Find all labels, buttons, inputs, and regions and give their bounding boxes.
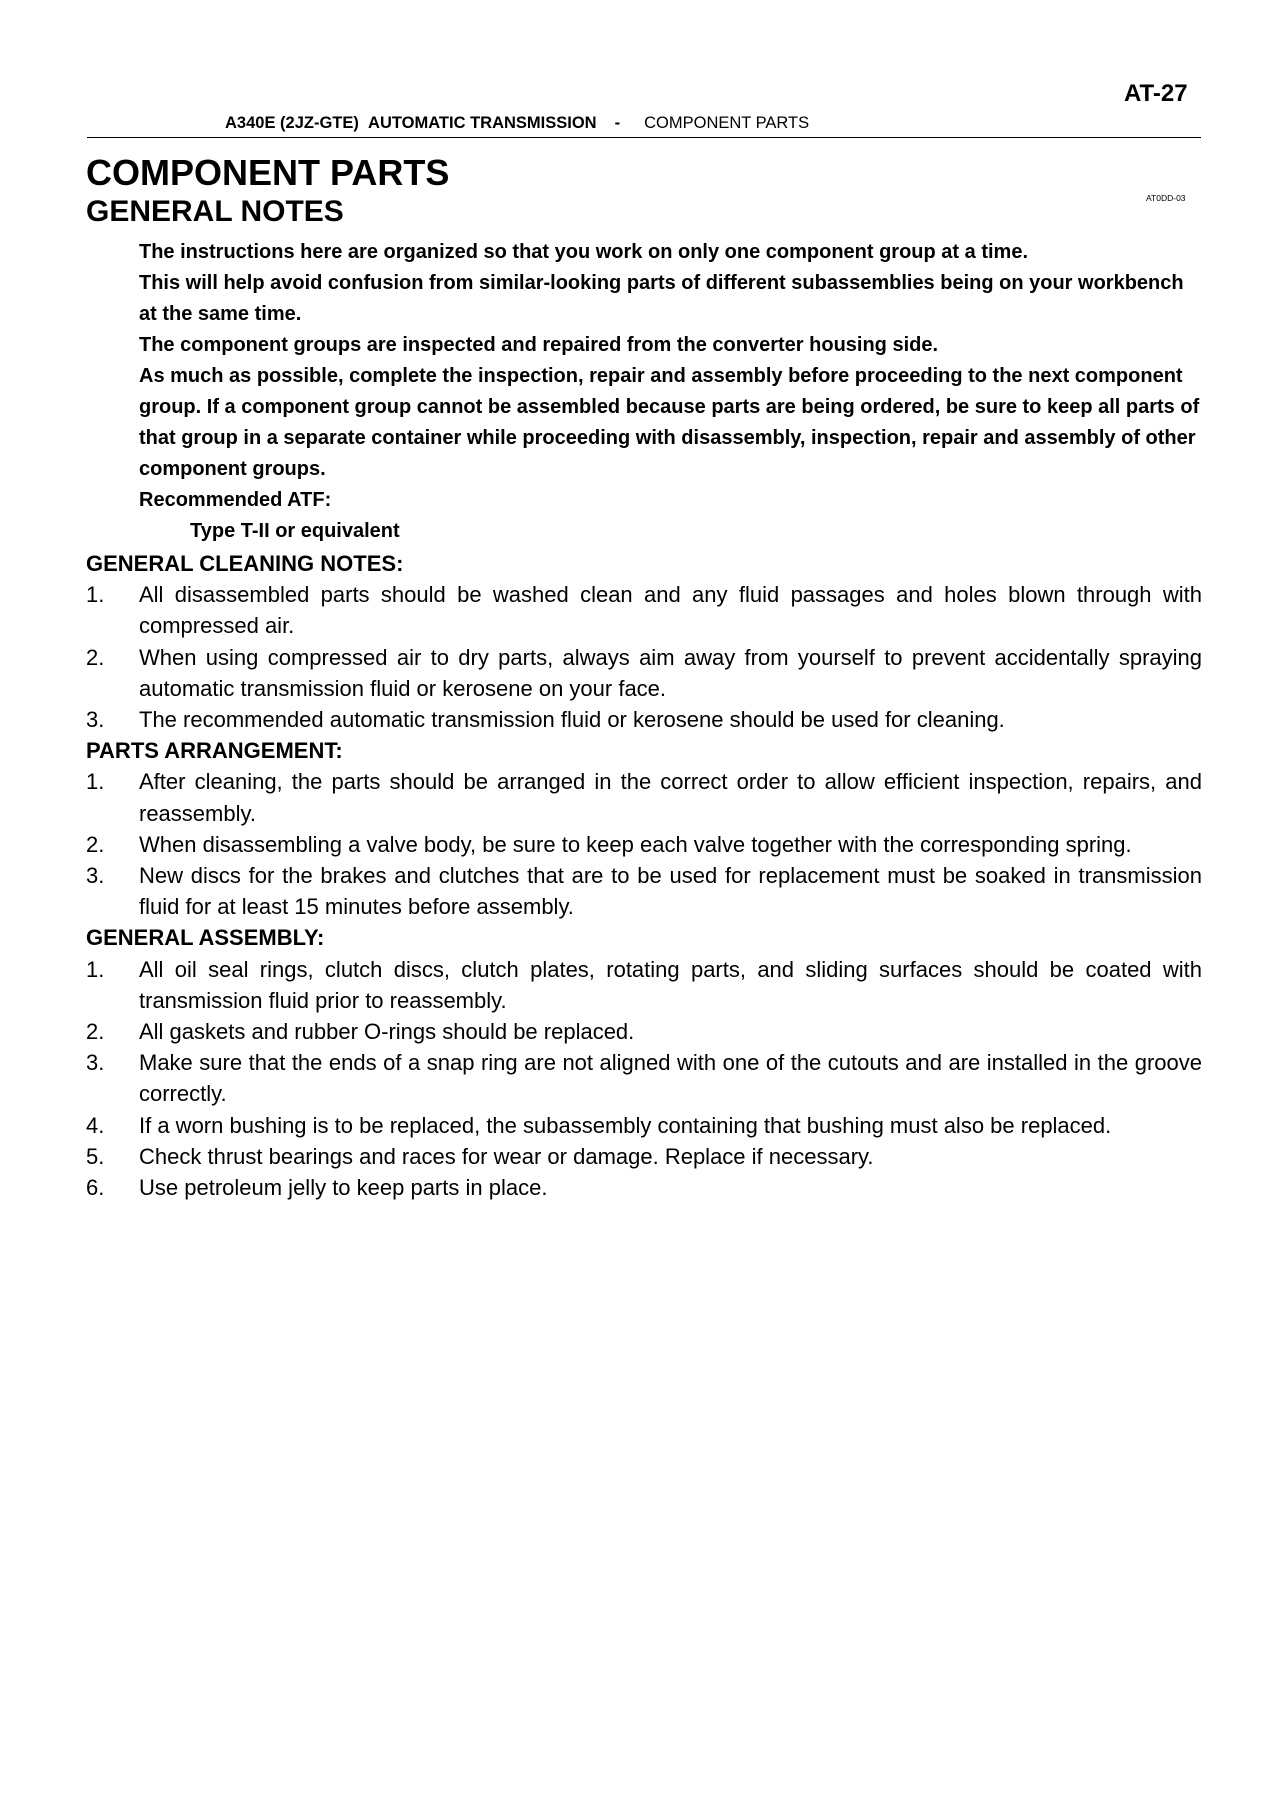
general-note: The instructions here are organized so that you work on only one component group at a time.: [139, 241, 1028, 263]
list-item: [86, 1141, 1202, 1172]
item-text: After cleaning, the parts should be arranged in the correct order to allow efficient inspection, repairs, and reassembly.: [139, 769, 1202, 826]
item-number: 1.: [86, 582, 105, 608]
section-parts-arrangement: [86, 735, 1202, 922]
list-item: [86, 1016, 1202, 1047]
header-model: A340E (2JZ-GTE): [225, 114, 359, 132]
list-item: [86, 766, 1202, 828]
item-text: Make sure that the ends of a snap ring are not aligned with one of the cutouts and are installed in the groove correctly.: [139, 1050, 1202, 1107]
item-number: 3.: [86, 1050, 105, 1076]
list-item: [86, 1110, 1202, 1141]
recommended-atf-value: Type T-II or equivalent: [190, 520, 400, 542]
item-number: 1.: [86, 769, 105, 795]
running-header: [225, 114, 809, 133]
list-item: [86, 704, 1202, 735]
section-heading: GENERAL CLEANING NOTES:: [86, 551, 404, 576]
section-heading: GENERAL ASSEMBLY:: [86, 925, 325, 951]
list-item: [86, 860, 1202, 922]
document-code: AT0DD-03: [1146, 193, 1186, 203]
item-number: 3.: [86, 707, 105, 733]
general-note: As much as possible, complete the inspection, repair and assembly before proceeding to the next component group. If a component group cannot be assembled because parts are being ordered, be sure to keep all parts of that group in a separate container while proceeding with disassembly, inspection, repair and assembly of other component groups.: [139, 365, 1200, 480]
item-text: When using compressed air to dry parts, always aim away from yourself to prevent accidentally spraying automatic transmission fluid or kerosene on your face.: [139, 644, 1202, 701]
item-text: Use petroleum jelly to keep parts in place.: [139, 1175, 548, 1201]
item-number: 2.: [86, 1019, 105, 1045]
item-number: 1.: [86, 956, 105, 982]
list-item: [86, 829, 1202, 860]
page-number: AT-27: [1124, 80, 1188, 107]
item-text: All disassembled parts should be washed clean and any fluid passages and holes blown through with compressed air.: [139, 582, 1202, 639]
header-system: AUTOMATIC TRANSMISSION: [368, 114, 597, 132]
header-rule: [87, 137, 1201, 138]
list-item: [86, 1172, 1202, 1203]
section-heading: PARTS ARRANGEMENT:: [86, 738, 343, 764]
item-text: All oil seal rings, clutch discs, clutch plates, rotating parts, and sliding surfaces should be coated with transmission fluid prior to reassembly.: [139, 956, 1202, 1013]
list-item: [86, 579, 1202, 641]
page-title: COMPONENT PARTS: [86, 152, 450, 193]
item-text: The recommended automatic transmission fluid or kerosene should be used for cleaning.: [139, 707, 1005, 733]
item-text: All gaskets and rubber O-rings should be replaced.: [139, 1019, 635, 1045]
header-section: COMPONENT PARTS: [644, 114, 810, 132]
item-number: 2.: [86, 831, 105, 857]
item-text: New discs for the brakes and clutches that are to be used for replacement must be soaked in transmission fluid for at least 15 minutes before assembly.: [139, 863, 1202, 920]
item-number: 6.: [86, 1175, 105, 1201]
header-separator: -: [614, 114, 621, 132]
section-general-assembly: [86, 922, 1202, 1203]
general-note: The component groups are inspected and repaired from the converter housing side.: [139, 334, 939, 356]
item-number: 4.: [86, 1112, 105, 1138]
section-cleaning-notes: [86, 548, 1202, 735]
item-text: Check thrust bearings and races for wear or damage. Replace if necessary.: [139, 1143, 874, 1169]
list-item: [86, 642, 1202, 704]
page-subtitle: GENERAL NOTES: [86, 195, 344, 228]
general-notes: [139, 237, 1201, 547]
list-item: [86, 954, 1202, 1016]
item-text: If a worn bushing is to be replaced, the subassembly containing that bushing must also be replaced.: [139, 1112, 1112, 1138]
recommended-atf-label: Recommended ATF:: [139, 489, 332, 511]
general-note: This will help avoid confusion from similar-looking parts of different subassemblies being on your workbench at the same time.: [139, 272, 1184, 325]
item-number: 5.: [86, 1143, 105, 1169]
item-number: 3.: [86, 863, 105, 889]
item-number: 2.: [86, 644, 105, 670]
notes-sections: [86, 548, 1202, 1203]
list-item: [86, 1047, 1202, 1109]
item-text: When disassembling a valve body, be sure to keep each valve together with the corresponding spring.: [139, 831, 1132, 857]
